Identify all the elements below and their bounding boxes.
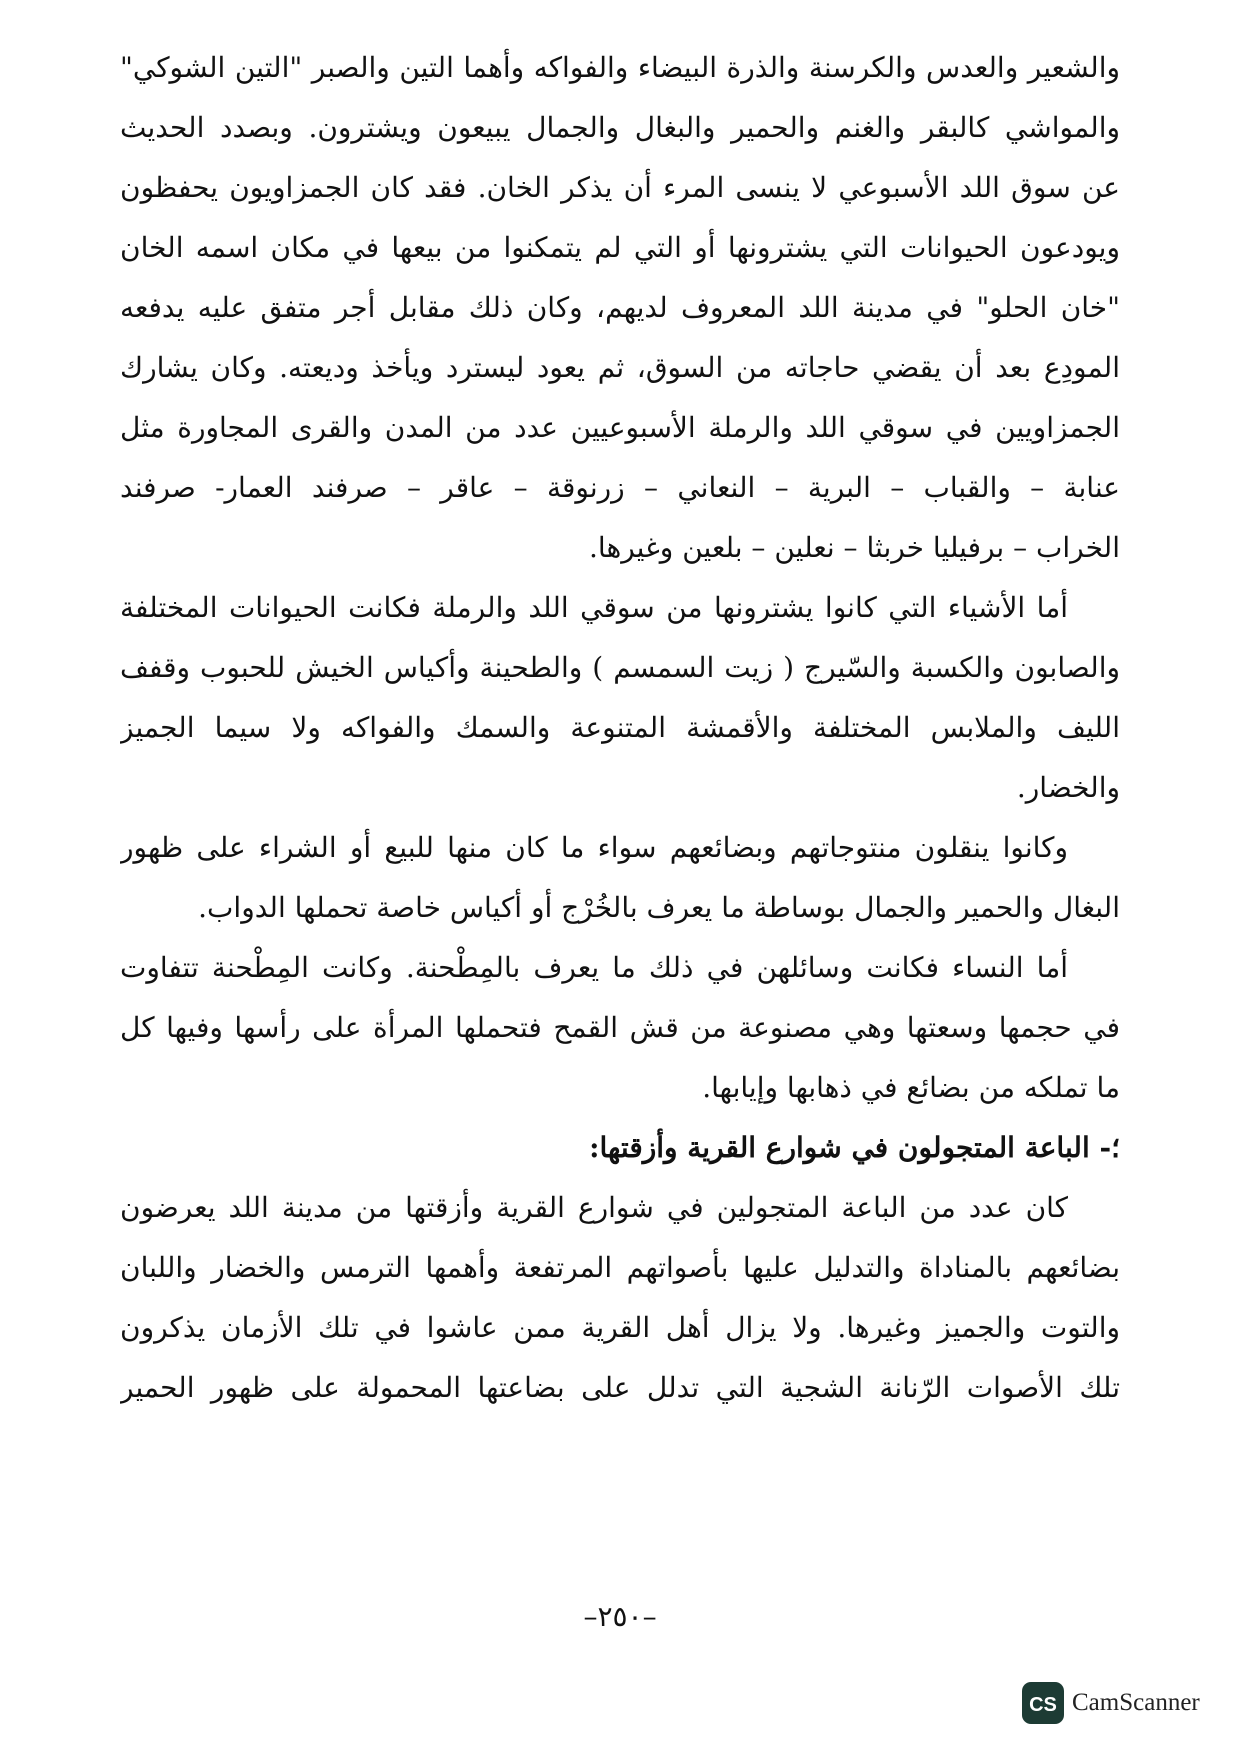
text-line: الخراب – برفيليا خربثا – نعلين – بلعين وغيرها.: [589, 531, 1120, 564]
text-line: عن سوق اللد الأسبوعي لا ينسى المرء أن يذكر الخان. فقد كان الجمزاويون يحفظون: [120, 171, 1120, 204]
text-line: عنابة – والقباب – البرية – النعاني – زرنوقة – عاقر – صرفند العمار- صرفند: [120, 471, 1120, 504]
text-line: المودِع بعد أن يقضي حاجاته من السوق، ثم يعود ليسترد ويأخذ وديعته. وكان يشارك: [120, 351, 1120, 384]
text-line: "خان الحلو" في مدينة اللد المعروف لديهم، وكان ذلك مقابل أجر متفق عليه يدفعه: [120, 291, 1120, 324]
page-number: –٢٥٠–: [583, 1600, 657, 1633]
text-line: بضائعهم بالمناداة والتدليل عليها بأصواتهم المرتفعة وأهمها الترمس والخضار واللبان: [120, 1251, 1120, 1284]
watermark-label: CamScanner: [1072, 1689, 1200, 1716]
paragraph-first-line: أما الأشياء التي كانوا يشترونها من سوقي اللد والرملة فكانت الحيوانات المختلفة: [120, 591, 1068, 624]
section-heading: ؛- الباعة المتجولون في شوارع القرية وأزقتها:: [589, 1131, 1120, 1164]
text-line: والشعير والعدس والكرسنة والذرة البيضاء والفواكه وأهما التين والصبر "التين الشوكي": [120, 51, 1120, 84]
text-line: ويودعون الحيوانات التي يشترونها أو التي لم يتمكنوا من بيعها في مكان اسمه الخان: [120, 231, 1120, 264]
paragraph-first-line: وكانوا ينقلون منتوجاتهم وبضائعهم سواء ما كان منها للبيع أو الشراء على ظهور: [120, 831, 1068, 864]
camscanner-watermark: [1022, 1680, 1200, 1726]
camscanner-logo-icon: [1022, 1682, 1064, 1724]
text-line: البغال والحمير والجمال بوساطة ما يعرف بالخُرْج أو أكياس خاصة تحملها الدواب.: [198, 891, 1120, 924]
text-line: الليف والملابس المختلفة والأقمشة المتنوعة والسمك والفواكه ولا سيما الجميز: [120, 711, 1120, 744]
text-line: تلك الأصوات الرّنانة الشجية التي تدلل على بضاعتها المحمولة على ظهور الحمير: [120, 1371, 1120, 1404]
paragraph-first-line: كان عدد من الباعة المتجولين في شوارع القرية وأزقتها من مدينة اللد يعرضون: [120, 1191, 1068, 1224]
text-line: الجمزاويين في سوقي اللد والرملة الأسبوعيين عدد من المدن والقرى المجاورة مثل: [120, 411, 1120, 444]
text-line: والصابون والكسبة والسّيرج ( زيت السمسم ) والطحينة وأكياس الخيش للحبوب وقفف: [120, 651, 1120, 684]
paragraph-first-line: أما النساء فكانت وسائلهن في ذلك ما يعرف بالمِطْحنة. وكانت المِطْحنة تتفاوت: [120, 951, 1068, 984]
logo-text: CS: [1029, 1694, 1057, 1716]
text-line: ما تملكه من بضائع في ذهابها وإيابها.: [702, 1071, 1120, 1104]
text-line: والمواشي كالبقر والغنم والحمير والبغال والجمال يبيعون ويشترون. وبصدد الحديث: [120, 111, 1120, 144]
text-line: والخضار.: [1016, 771, 1120, 804]
text-line: في حجمها وسعتها وهي مصنوعة من قش القمح فتحملها المرأة على رأسها وفيها كل: [120, 1011, 1120, 1044]
document-body: [120, 38, 1120, 1418]
text-line: والتوت والجميز وغيرها. ولا يزال أهل القرية ممن عاشوا في تلك الأزمان يذكرون: [120, 1311, 1120, 1344]
